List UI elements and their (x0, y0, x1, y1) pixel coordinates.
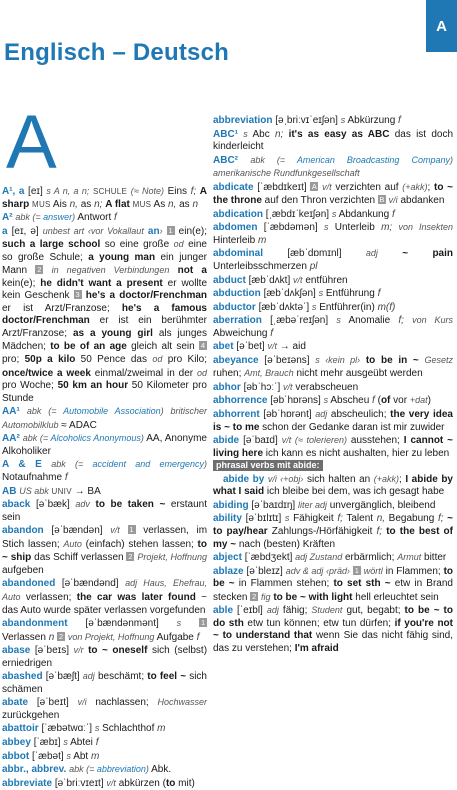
dictionary-entry: abdominal [æbˈdɒmɪnl] adj ~ pain Unterleibsschmerzen pl (213, 248, 453, 273)
thumb-index-tab: A (426, 0, 457, 52)
dictionary-entry: abide [əˈbaɪd] v/t (≈ tolerieren) ausstehen; I cannot ~ living here ich kann es nicht aushalten, hier zu leben (213, 435, 454, 459)
dictionary-entry: abbreviate [əˈbriːvɪeɪt] v/t abkürzen (to mit) (2, 777, 195, 789)
dictionary-entry: abeyance [əˈbeɪəns] s ‹kein pl› to be in ~ Gesetz ruhen; Amt, Brauch nicht mehr ausgeübt werden (213, 354, 453, 380)
dictionary-entry: abbot [ˈæbət] s Abt m (2, 750, 100, 762)
dictionary-entry: abbey [ˈæbɪ] s Abtei f (2, 736, 99, 748)
dictionary-entry: ABC¹ s Abc n; it's as easy as ABC das ist doch kinderleicht (213, 128, 454, 153)
dictionary-entry: abase [əˈbeɪs] v/r to ~ oneself sich (selbst) erniedrigen (2, 645, 208, 669)
dictionary-entry: A¹, a [eɪ] s A n, a n; SCHULE (≈ Note) Eins f; A sharp MUS Ais n, as n; A flat MUS As n, as n (2, 186, 208, 210)
dictionary-entry: abate [əˈbeɪt] v/i nachlassen; Hochwasser zurückgehen (2, 697, 207, 721)
section-letter: A (6, 100, 57, 185)
dictionary-entry: abet [əˈbet] v/t → aid (213, 341, 306, 353)
dictionary-entry: ablaze [əˈbleɪz] adv & adj ‹präd› 1 wörtl in Flammen; to be ~ in Flammen stehen; to set sth ~ etw in Brand stecken 2 fig to be ~ with light hell erleuchtet sein (213, 565, 454, 603)
dictionary-entry: abdomen [ˈæbdəmən] s Unterleib m; von Insekten Hinterleib m (213, 222, 454, 246)
dictionary-entry: abhorrent [əbˈhɒrənt] adj abscheulich; the very idea is ~ to me schon der Gedanke daran ist mir zuwider (213, 409, 453, 433)
dictionary-column-right (213, 114, 453, 655)
dictionary-column-left (2, 185, 207, 790)
dictionary-entry: phrasal verbs mit abide: (213, 460, 453, 473)
dictionary-entry: abduct [æbˈdʌkt] v/t entführen (213, 274, 348, 286)
dictionary-entry: ability [əˈbɪlɪtɪ] s Fähigkeit f; Talent n, Begabung f; ~ to pay/hear Zahlungs-/Hörfähigkeit f; to the best of my ~ nach (besten) Kräften (213, 513, 453, 550)
dictionary-entry: abandon [əˈbændən] v/t 1 verlassen, im Stich lassen; Auto (einfach) stehen lassen; to ~ ship das Schiff verlassen 2 Projekt, Hoffnung aufgeben (2, 525, 208, 576)
dictionary-entry: AA² abk (= Alcoholics Anonymous) AA, Anonyme Alkoholiker (2, 433, 207, 457)
dictionary-entry: abdication [ˌæbdɪˈkeɪʃən] s Abdankung f (213, 208, 395, 220)
dictionary-entry: abattoir [ˈæbətwɑːˈ] s Schlachthof m (2, 723, 166, 735)
dictionary-entry: able [ˈeɪbl] adj fähig; Student gut, begabt; to be ~ to do sth etw tun können; etw tun dürfen; if you're not ~ to understand that wenn Sie das nicht fähig sind, das zu verstehen; I'm afraid (213, 605, 453, 654)
dictionary-entry: aback [əˈbæk] adv to be taken ~ erstaunt sein (2, 499, 208, 523)
page-title: Englisch – Deutsch (4, 39, 229, 66)
dictionary-entry: abandoned [əˈbændənd] adj Haus, Ehefrau, Auto verlassen; the car was later found ~ das Auto wurde später verlassen vorgefunden (2, 578, 208, 616)
dictionary-entry: abduction [æbˈdʌkʃən] s Entführung f (213, 288, 381, 300)
dictionary-entry: AB US abk UNIV → BA (2, 485, 101, 497)
dictionary-entry: abhorrence [əbˈhɒrəns] s Abscheu f (of vor +dat) (213, 395, 431, 407)
dictionary-entry: ABC² abk (= American Broadcasting Company) amerikanische Rundfunkgesellschaft (213, 154, 453, 179)
dictionary-entry: AA¹ abk (= Automobile Association) britischer Automobilklub ≈ ADAC (2, 406, 208, 431)
dictionary-entry: abdicate [ˈæbdɪkeɪt] A v/t verzichten auf (+akk); to ~ the throne auf den Thron verzichten B v/i abdanken (213, 181, 454, 207)
dictionary-entry: aberration [ˌæbəˈreɪʃən] s Anomalie f; von Kurs Abweichung f (213, 315, 453, 339)
dictionary-entry: abhor [əbˈhɔːˈ] v/t verabscheuen (213, 381, 359, 393)
dictionary-entry: a [eɪ, ə] unbest art ‹vor Vokallaut an› 1 ein(e); such a large school so eine große od eine so große Schule; a young man ein junger Mann 2 in negativen Verbindungen not a kein(e); he didn't want a present er wollte kein Geschenk 3 he's a doctor/Frenchman er ist Arzt/Franzose; he's a famous doctor/Frenchman er ist ein berühmter Arzt/Franzose; as a young girl als junges Mädchen; to be of an age gleich alt sein 4 pro; 50p a kilo 50 Pence das od pro Kilo; once/twice a week einmal/zweimal in der od pro Woche; 50 km an hour 50 Kilometer pro Stunde (2, 225, 208, 404)
dictionary-entry: A² abk (= answer) Antwort f (2, 212, 117, 224)
dictionary-entry: abject [ˈæbdʒekt] adj Zustand erbärmlich; Armut bitter (213, 552, 447, 564)
dictionary-entry: A & E abk (= accident and emergency) Notaufnahme f (2, 459, 207, 484)
dictionary-entry: abbr., abbrev. abk (= abbreviation) Abk. (2, 764, 172, 776)
dictionary-entry: abductor [æbˈdʌktəˈ] s Entführer(in) m(f) (213, 301, 396, 313)
dictionary-entry: abandonment [əˈbændənmənt] s 1 Verlassen n 2 von Projekt, Hoffnung Aufgabe f (2, 618, 206, 643)
dictionary-entry: abide by v/i ‹+obj› sich halten an (+akk); I abide by what I said ich bleibe bei dem, was ich gesagt habe (213, 473, 453, 498)
dictionary-entry: abbreviation [əˌbriːvɪˈeɪʃən] s Abkürzung f (213, 115, 401, 126)
dictionary-entry: abiding [əˈbaɪdɪŋ] liter adj unvergänglich, bleibend (213, 499, 436, 511)
dictionary-entry: abashed [əˈbæʃt] adj beschämt; to feel ~ sich schämen (2, 671, 207, 695)
